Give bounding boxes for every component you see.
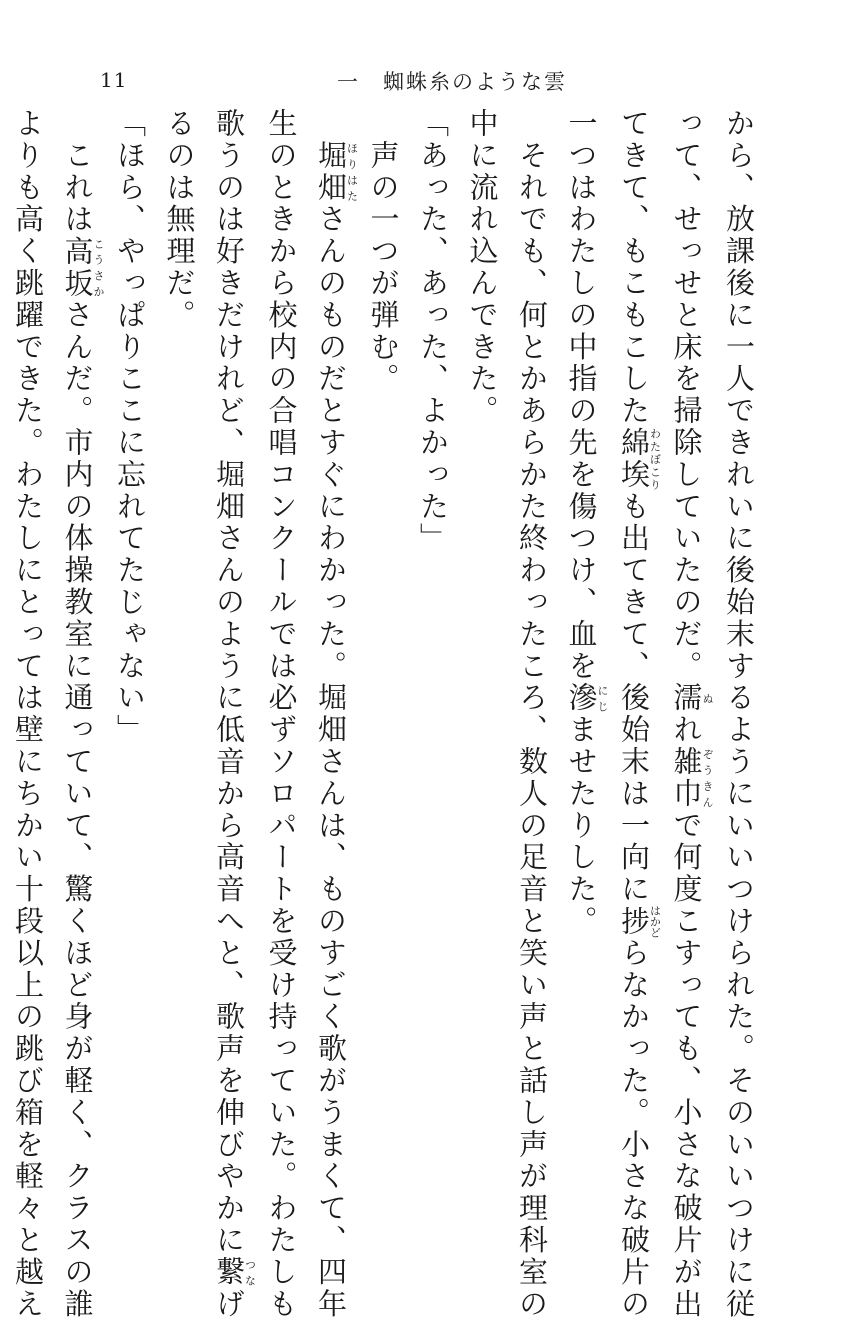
ruby-reading: わたぼこり [648, 427, 662, 491]
ruby-hakado: 捗はかど [617, 904, 662, 938]
text-line: 生のときから校内の合唱コンクールでは必ずソロパートを受け持っていた。わたしも [264, 108, 299, 1320]
ruby-horihata: 堀畑ほりはた [314, 139, 359, 204]
ruby-reading: ぞうきん [701, 746, 714, 810]
text-line: 堀畑ほりはたさんのものだとすぐにわかった。堀畑さんは、ものすごく歌がうまくて、四年 [314, 139, 359, 1320]
chapter-title: 一 蜘蛛糸のような雲 [337, 70, 567, 94]
page-header [0, 62, 841, 102]
ruby-reading: こうさか [92, 235, 105, 300]
text-line: てきて、もこもこした綿埃わたぼこりも出てきて、後始末は一向に捗はかどらなかった。小さな破片の [617, 108, 662, 1320]
ruby-zoukin: 雑巾ぞうきん [669, 746, 714, 810]
text-line: って、せっせと床を掃除していたのだ。濡ぬれ雑巾ぞうきんで何度こすっても、小さな破片が出 [669, 108, 714, 1320]
text-line: から、放課後に一人できれいに後始末するようにいいつけられた。そのいいつけに従 [722, 108, 756, 1320]
ruby-reading: にじ [596, 682, 609, 715]
page-number: 11 [100, 68, 128, 92]
text-line: 「あった、あった、よかった」 [416, 108, 450, 555]
text-line: 歌うのは好きだけれど、堀畑さんのように低音から高音へと、歌声を伸びやかに繋つなげ [212, 108, 257, 1320]
ruby-kousaka: 高坂こうさか [60, 235, 105, 300]
ruby-niji: 滲にじ [564, 682, 609, 715]
text-line: よりも高く跳躍できた。わたしにとっては壁にちかい十段以上の跳び箱を軽々と越え [11, 108, 45, 1320]
ruby-reading: ほりはた [345, 139, 359, 204]
text-line: 中に流れ込んできた。 [465, 108, 500, 427]
ruby-reading: ぬ [701, 682, 714, 715]
text-line: 一つはわたしの中指の先を傷つけ、血を滲にじませたりした。 [564, 108, 609, 938]
text-line: これは高坂こうさかさんだ。市内の体操教室に通っていて、驚くほど身が軽く、クラスの誰 [60, 108, 105, 1320]
ruby-nu: 濡ぬ [669, 682, 714, 715]
ruby-reading: つな [243, 1256, 257, 1289]
text-line: るのは無理だ。 [162, 108, 197, 332]
ruby-reading: はかど [648, 904, 662, 938]
text-line: それでも、何とかあらかた終わったころ、数人の足音と笑い声と話し声が理科室の [515, 108, 549, 1320]
ruby-tsuna: 繋つな [212, 1256, 257, 1289]
text-line: 「ほら、やっぱりここに忘れてたじゃない」 [113, 108, 147, 746]
text-line: 声の一つが弾む。 [366, 108, 401, 396]
ruby-watabokori: 綿埃わたぼこり [617, 427, 662, 491]
vertical-text-body [0, 108, 763, 1320]
